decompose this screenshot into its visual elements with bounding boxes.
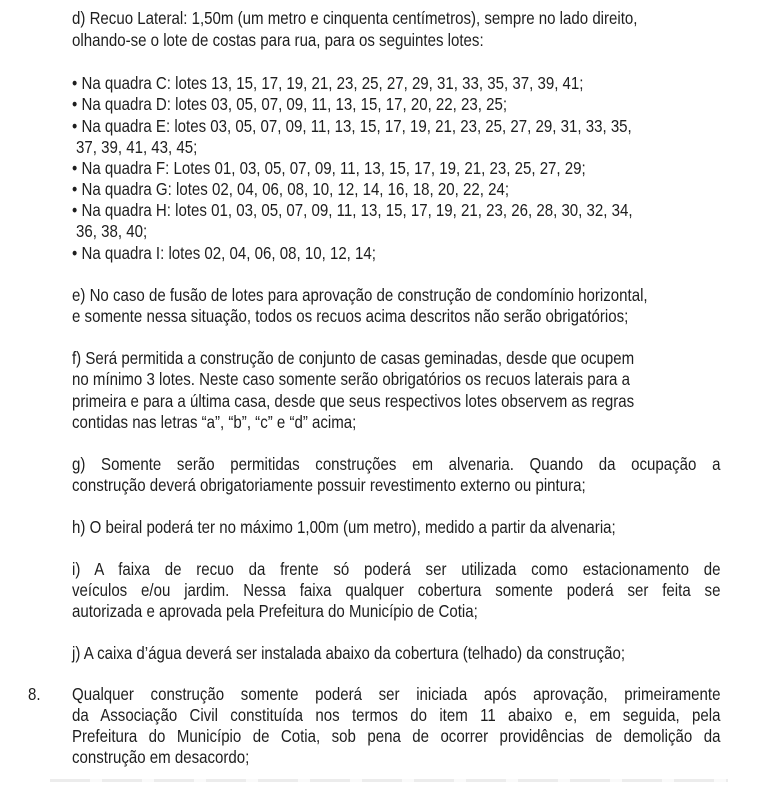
item-e-line: e somente nessa situação, todos os recuos acima descritos não serão obrigatórios; bbox=[72, 306, 629, 326]
item-e-line: e) No caso de fusão de lotes para aprovação de construção de condomínio horizontal, bbox=[72, 285, 648, 305]
clause-8-line: Prefeitura do Município de Cotia, sob pena de ocorrer providências de demolição da bbox=[72, 726, 721, 746]
item-d-line: olhando-se o lote de costas para rua, para os seguintes lotes: bbox=[72, 30, 484, 50]
item-f-line: f) Será permitida a construção de conjunto de casas geminadas, desde que ocupem bbox=[72, 348, 635, 368]
item-f-line: no mínimo 3 lotes. Neste caso somente serão obrigatórios os recuos laterais para a bbox=[72, 369, 630, 389]
item-d-line: d) Recuo Lateral: 1,50m (um metro e cinquenta centímetros), sempre no lado direito, bbox=[72, 8, 638, 28]
item-g-line: construção deverá obrigatoriamente possuir revestimento externo ou pintura; bbox=[72, 475, 586, 495]
quadra-h-item-cont: 36, 38, 40; bbox=[76, 221, 148, 241]
item-f-line: contidas nas letras “a”, “b”, “c” e “d” acima; bbox=[72, 412, 357, 432]
quadra-h-item: • Na quadra H: lotes 01, 03, 05, 07, 09, 11, 13, 15, 17, 19, 21, 23, 26, 28, 30, 32, 34, bbox=[72, 200, 633, 220]
item-h-line: h) O beiral poderá ter no máximo 1,00m (um metro), medido a partir da alvenaria; bbox=[72, 517, 616, 537]
clause-number: 8. bbox=[28, 684, 41, 704]
quadra-d-item: • Na quadra D: lotes 03, 05, 07, 09, 11, 13, 15, 17, 20, 22, 23, 25; bbox=[72, 94, 508, 114]
item-i-line: autorizada e aprovada pela Prefeitura do Município de Cotia; bbox=[72, 601, 478, 621]
clause-8-line: Qualquer construção somente poderá ser iniciada após aprovação, primeiramente bbox=[72, 684, 721, 704]
quadra-i-item: • Na quadra I: lotes 02, 04, 06, 08, 10, 12, 14; bbox=[72, 243, 376, 263]
item-j-line: j) A caixa d’água deverá ser instalada abaixo da cobertura (telhado) da construção; bbox=[72, 643, 626, 663]
quadra-e-item: • Na quadra E: lotes 03, 05, 07, 09, 11, 13, 15, 17, 19, 21, 23, 25, 27, 29, 31, 33, 35, bbox=[72, 116, 632, 136]
item-g-line: g) Somente serão permitidas construções em alvenaria. Quando da ocupação a bbox=[72, 454, 721, 474]
quadra-g-item: • Na quadra G: lotes 02, 04, 06, 08, 10, 12, 14, 16, 18, 20, 22, 24; bbox=[72, 179, 510, 199]
cut-off-text-strip bbox=[50, 779, 728, 782]
clause-8-line: construção em desacordo; bbox=[72, 747, 250, 767]
clause-8-line: da Associação Civil constituída nos termos do item 11 abaixo e, em seguida, pela bbox=[72, 705, 721, 725]
quadra-c-item: • Na quadra C: lotes 13, 15, 17, 19, 21, 23, 25, 27, 29, 31, 33, 35, 37, 39, 41; bbox=[72, 73, 584, 93]
quadra-f-item: • Na quadra F: Lotes 01, 03, 05, 07, 09, 11, 13, 15, 17, 19, 21, 23, 25, 27, 29; bbox=[72, 158, 586, 178]
item-f-line: primeira e para a última casa, desde que seus respectivos lotes observem as regras bbox=[72, 391, 635, 411]
item-i-line: i) A faixa de recuo da frente só poderá ser utilizada como estacionamento de bbox=[72, 559, 721, 579]
quadra-e-item-cont: 37, 39, 41, 43, 45; bbox=[76, 137, 198, 157]
item-i-line: veículos e/ou jardim. Nessa faixa qualquer cobertura somente poderá ser feita se bbox=[72, 580, 721, 600]
